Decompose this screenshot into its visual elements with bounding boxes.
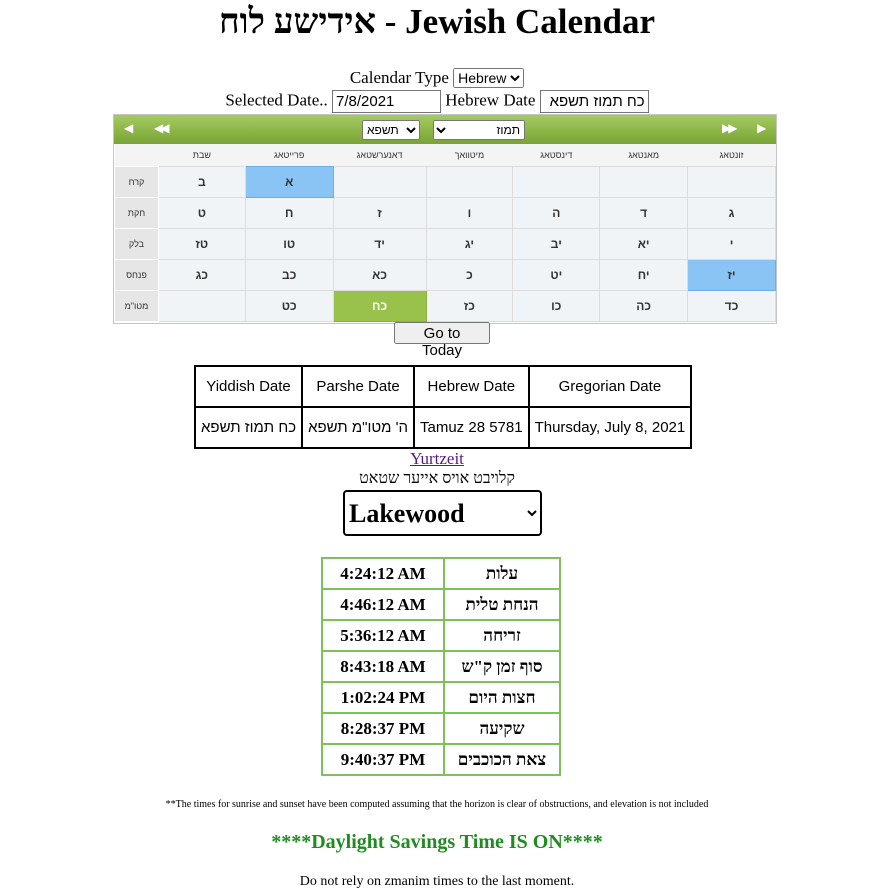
hebrew-date-input[interactable] (540, 90, 649, 113)
calendar-day[interactable]: כ (426, 260, 513, 291)
day-header: מיטוואך (426, 144, 513, 167)
next-month-icon[interactable]: ▶ (757, 121, 767, 135)
week-row (115, 167, 776, 198)
zman-name: זריחה (444, 620, 560, 651)
zmanim-row (322, 620, 560, 651)
date-summary-table (194, 365, 692, 449)
calendar-day[interactable]: יט (513, 260, 600, 291)
calendar-day[interactable]: ו (426, 198, 513, 229)
date-header: Parshe Date (302, 366, 414, 407)
city-select[interactable] (343, 490, 542, 536)
zmanim-row (322, 651, 560, 682)
selected-date-input[interactable] (332, 90, 441, 113)
parshe-date-value: ה' מטו"מ תשפא (302, 407, 414, 448)
calendar-day[interactable]: יא (600, 229, 688, 260)
calendar-day-empty (600, 167, 688, 198)
yiddish-date-value: כח תמוז תשפא (195, 407, 302, 448)
date-value-row (195, 407, 691, 448)
prev-month-icon[interactable]: ◀ (124, 121, 134, 135)
calendar-day[interactable]: יד (333, 229, 426, 260)
zmanim-row (322, 713, 560, 744)
calendar-day[interactable]: כה (600, 291, 688, 322)
hebrew-date-label: Hebrew Date (445, 90, 536, 110)
parsha-header (115, 144, 159, 167)
calendar-header (114, 115, 776, 144)
dst-notice: ****Daylight Savings Time IS ON**** (271, 831, 603, 853)
calendar-day[interactable]: כד (688, 291, 776, 322)
zman-time: 8:43:18 AM (322, 651, 444, 682)
month-select[interactable] (433, 120, 525, 140)
selected-date-label: Selected Date.. (225, 90, 328, 110)
day-header: פרייטאג (245, 144, 333, 167)
zman-name: שקיעה (444, 713, 560, 744)
calendar-day[interactable]: כא (333, 260, 426, 291)
calendar-widget (113, 114, 777, 324)
calendar-day[interactable]: ז (333, 198, 426, 229)
calendar-type-label: Calendar Type (349, 68, 449, 87)
calendar-type-row (0, 68, 874, 88)
gregorian-date-value: Thursday, July 8, 2021 (529, 407, 692, 448)
week-row (115, 198, 776, 229)
calendar-day[interactable]: כג (158, 260, 245, 291)
week-parsha: פנחס (115, 260, 159, 291)
calendar-grid (114, 144, 776, 322)
year-select[interactable] (362, 120, 420, 140)
date-header: Yiddish Date (195, 366, 302, 407)
calendar-day[interactable]: א (245, 167, 333, 198)
zman-time: 4:24:12 AM (322, 558, 444, 589)
calendar-day[interactable]: טז (158, 229, 245, 260)
day-header: שבת (158, 144, 245, 167)
hebrew-date-value: Tamuz 28 5781 (414, 407, 529, 448)
calendar-day[interactable]: כו (513, 291, 600, 322)
zman-time: 1:02:24 PM (322, 682, 444, 713)
calendar-day-empty (426, 167, 513, 198)
calendar-day[interactable]: ח (245, 198, 333, 229)
week-parsha: בלק (115, 229, 159, 260)
date-header: Hebrew Date (414, 366, 529, 407)
day-header: זונטאג (688, 144, 776, 167)
go-to-today-button[interactable]: Go to Today (394, 322, 490, 344)
calendar-day[interactable]: י (688, 229, 776, 260)
week-row (115, 229, 776, 260)
week-parsha: מטו"מ (115, 291, 159, 322)
week-row (115, 260, 776, 291)
calendar-day[interactable]: טו (245, 229, 333, 260)
zman-name: הנחת טלית (444, 589, 560, 620)
zmanim-row (322, 682, 560, 713)
zmanim-row (322, 744, 560, 775)
calendar-day-empty (333, 167, 426, 198)
day-header: מאנטאג (600, 144, 688, 167)
calendar-day[interactable]: ד (600, 198, 688, 229)
calendar-day[interactable]: ב (158, 167, 245, 198)
zmanim-row (322, 558, 560, 589)
day-header: דינסטאג (513, 144, 600, 167)
calendar-day-empty (158, 291, 245, 322)
zman-name: סוף זמן ק"ש (444, 651, 560, 682)
zman-time: 9:40:37 PM (322, 744, 444, 775)
date-row (0, 90, 874, 113)
prev-year-icon[interactable]: ◀◀ (154, 121, 167, 135)
calendar-day-empty (688, 167, 776, 198)
day-header: דאנערשטאג (333, 144, 426, 167)
calendar-type-select[interactable] (453, 68, 524, 88)
week-row (115, 291, 776, 322)
calendar-day[interactable]: יג (426, 229, 513, 260)
zmanim-warning: Do not rely on zmanim times to the last moment. (299, 874, 575, 889)
page-title: אידישע לוח - Jewish Calendar (218, 2, 656, 41)
zman-time: 8:28:37 PM (322, 713, 444, 744)
next-year-icon[interactable]: ▶▶ (722, 121, 735, 135)
zman-time: 4:46:12 AM (322, 589, 444, 620)
horizon-disclaimer: **The times for sunrise and sunset have been computed assuming that the horizon is clear of obstructions, and elevation is not included (165, 799, 709, 810)
calendar-day-empty (513, 167, 600, 198)
week-parsha: חקת (115, 198, 159, 229)
calendar-day[interactable]: כז (426, 291, 513, 322)
date-header: Gregorian Date (529, 366, 692, 407)
calendar-day[interactable]: ט (158, 198, 245, 229)
calendar-day[interactable]: יב (513, 229, 600, 260)
week-parsha: קרח (115, 167, 159, 198)
calendar-day[interactable]: כט (245, 291, 333, 322)
zmanim-table (321, 557, 561, 776)
calendar-day[interactable]: יז (688, 260, 776, 291)
zmanim-row (322, 589, 560, 620)
calendar-day[interactable]: ג (688, 198, 776, 229)
day-header-row (115, 144, 776, 167)
calendar-day[interactable]: כב (245, 260, 333, 291)
calendar-day[interactable]: ה (513, 198, 600, 229)
zman-time: 5:36:12 AM (322, 620, 444, 651)
calendar-day-selected[interactable]: כח (333, 291, 426, 322)
zman-name: חצות היום (444, 682, 560, 713)
city-label: קלויבט אויס אייער שטאט (359, 470, 515, 487)
zman-name: צאת הכוכבים (444, 744, 560, 775)
yurtzeit-link[interactable]: Yurtzeit (410, 449, 464, 468)
calendar-day[interactable]: יח (600, 260, 688, 291)
date-header-row (195, 366, 691, 407)
zman-name: עלות (444, 558, 560, 589)
